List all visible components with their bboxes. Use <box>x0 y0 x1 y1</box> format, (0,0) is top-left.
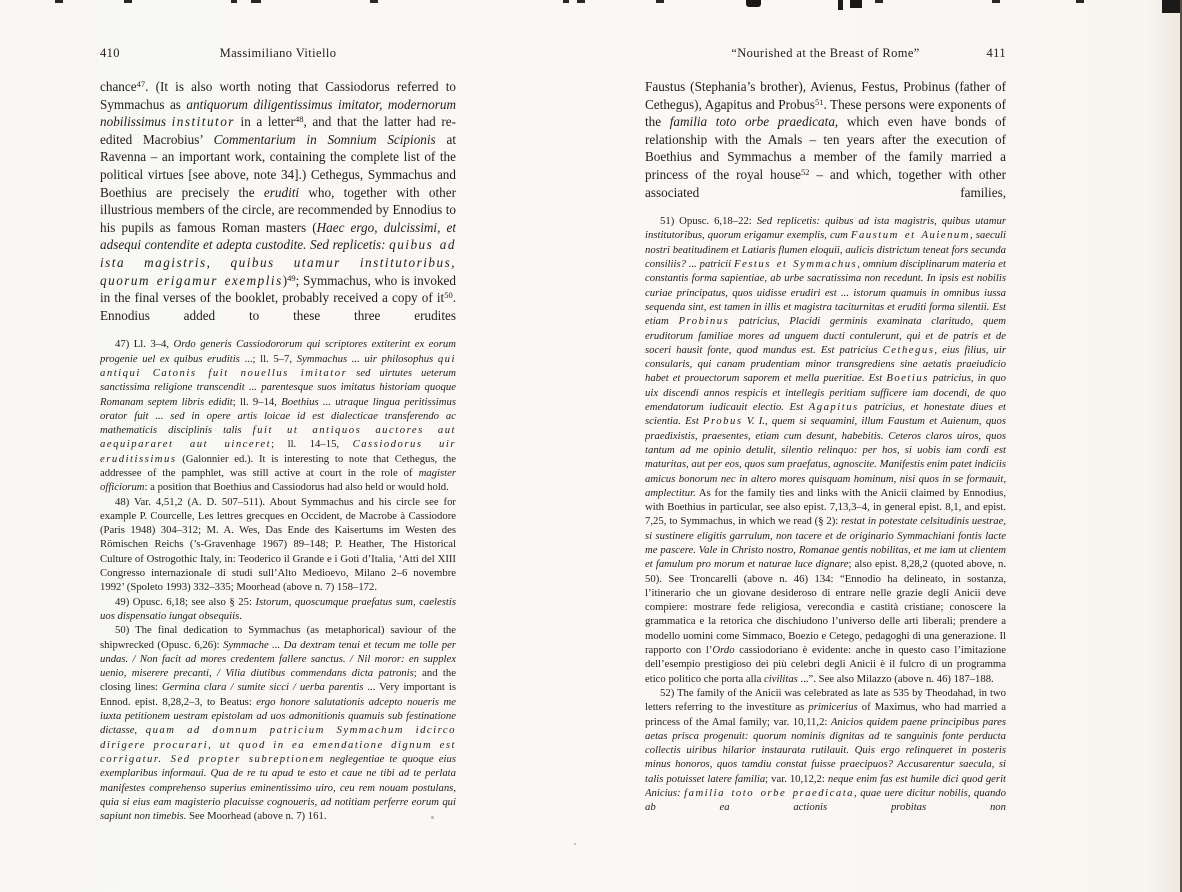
footnote-51: 51) Opusc. 6,18–22: Sed replicetis: quibus ad ista magistris, quibus utamur institutoribus, quorum erigamur exemplis, cum Faustum et Auienum, saeculi nostri beatitudinem et Latiaris flumen eloquii, aulicis districtum teneat fors secunda consiliis? ... patricii Festus et Symmachus, omnium disciplinarum materia et constantis forma sapientiae, ab urbe sacratissima non recedunt. In ipsis est nobilis curiae principatus, quos uidisse erudiri est ... istorum quamuis in omnibus iussa sequenda sint, est tamen in illis et magistra taciturnitas et eruditi forma silentii. Est etiam Probinus patricius, Placidi germinis examinata claritudo, quem eruditorum familiae mores ad unguem ducti contulerunt, qui et de patris et de soceri hausit fonte, quod mundus est. Est patricius Cethegus, eius filius, uir consularis, qui canam prudentiam minor transgrediens sine aetatis praeiudicio habet et prouectorum saporem et mella pueritiae. Est Boetius patricius, in quo uix discendi annos respicis et intellegis peritiam sufficere iam docendi, de quo emendatorum iudicauit electio. Est Agapitus patricius, et honestate diues et scientia. Est Probus V. I., quem si sequamini, illum Faustum et Auienum, quos praedixistis, praesentes, etiam cum desunt, habebitis. Ceteros claros uiros, quos tantum ad me opinio detulit, silentio relinquo: per hos, si uobis iam cordi est maturitas, aut per eos, quos sum praefatus, agnoscite. Manifestis enim patet indiciis amicus bonorum nec in altero mores quisquam hominum, nisi quos in se formauit, amplectitur. As for the family ties and links with the Anicii claimed by Ennodius, with Boethius in particular, see also epist. 7,13,3–4, in general epist. 8,1, and epist. 7,25, to Symmachus, in which we read (§ 2): restat in potestate celsitudinis uestrae, si sustinere eligitis garrulum, non tacere et de originario Symmachiani fontis lacte me pascere. Vale in Christo nostro, Romanae gentis nobilitas, et me iam ut clientem et famulum pro morum et naturae luce dignare; also epist. 8,28,2 (quoted above, n. 50). See Troncarelli (above n. 46) 134: “Ennodio ha delineato, in sostanza, l’itinerario che un giovane desideroso di entrare nelle grazie degli Anicii deve compiere: mostrare fede religiosa, verecondia e castità cristiane; conoscere la grammatica e la retorica che dischiudono l’universo delle arti liberali; prendere a modello uomini come Simmaco, Boezio e Cetego, pedagoghi di una generazione. Il rapporto con l’Ordo cassiodoriano è evidente: anche in questo caso l’imitazione dell’esempio prestigioso dei più celebri degli Anicii è il fulcro di un programma etico politico che porta alla civilitas ...”. See also Milazzo (above n. 46) 187–188. <box>645 215 1006 685</box>
page-number-left: 410 <box>100 46 120 60</box>
footnote-ref: 50 <box>444 290 453 301</box>
footnote-49: 49) Opusc. 6,18; see also § 25: Istorum, quoscumque praefatus sum, caelestis uos dispensatio iungat obsequiis. <box>100 595 456 622</box>
running-header-right: “Nourished at the Breast of Rome” <box>731 46 920 60</box>
footnote-ref: 48 <box>294 114 304 125</box>
crop-mark <box>55 0 63 3</box>
footnote-ref: 51 <box>814 96 824 107</box>
ink-smudge <box>746 0 761 7</box>
footnote-50: 50) The final dedication to Symmachus (as metaphorical) saviour of the shipwrecked (Opusc. 6,26): Symmache ... Da dextram tenui et tecum me tolle per undas. / Non facit ad mores credentem fallere sanctus. / Nil moror: en supplex uenio, miserere precanti, / Vilia diutibus commendans dicta patronis; and the closing lines: Germina clara / sumite sicci / uerba parentis ... Very important is Ennod. epist. 8,28,2–3, to Beatus: ergo honore salutationis adcepto noueris me iuxta petitionem uestram epistolam ad uos admonitionis quamuis sub festinatione dictasse, quam ad domnum patricium Symmachum idcirco dirigere procurari, ut quod in ea emendatione dignum est corrigatur. Sed propter subreptionem neglegentiae te quoque eius exemplaribus informaui. Qua de re tu apud te esto et caue ne tibi ad te perlata manifestes comprehenso superius eminentissimo uiro, ceu rem nouam postulans, quia si eius eam magisterio placuisse cognoueris, ad notitiam perferre eorum qui sapiunt non timebis. See Moorhead (above n. 7) 161. <box>100 624 456 823</box>
left-body-text: chance$^{47}$. (It is also worth noting that Cassiodorus referred to Symmachus as antiquorum diligentissimus imitator, modernorum nobilissimus institutor in a letter$^{48}$, and that the latter had re-edited Macrobius’ Commentarium in Somnium Scipionis at Ravenna – an important work, containing the complete list of the political virtues [see above, note 34].) Cethegus, Symmachus and Boethius are precisely the eruditi who, together with other illustrious members of the circle, are recommended by Ennodius to his pupils as famous Roman masters (Haec ergo, dulcissimi, et adsequi contendite et adepta custodite. Sed replicetis: quibus ad ista magistris, quibus utamur institutoribus, quorum erigamur exemplis)$^{49}$; Symmachus, who is invoked in the final verses of the booklet, probably received a copy of it$^{50}$. Ennodius added to these three erudites <box>100 79 456 323</box>
crop-mark <box>251 0 261 3</box>
left-footnotes <box>100 337 456 823</box>
crop-mark <box>875 0 883 3</box>
page-number-right: 411 <box>986 46 1006 60</box>
scan-corner-mark <box>1162 0 1182 13</box>
footnote-ref: 47 <box>136 79 146 89</box>
crop-mark <box>577 0 585 3</box>
crop-mark <box>231 0 237 3</box>
footnote-47: 47) Ll. 3–4, Ordo generis Cassiodororum qui scriptores extiterint ex eorum progenie uel ex quibus eruditis ...; ll. 5–7, Symmachus ... uir philosophus qui antiqui Catonis fuit nouellus imitator sed uirtutes ueterum sanctissima religione transcendit ... parentesque suos imitatus historiam quoque Romanam septem libris edidit; ll. 9–14, Boethius ... utraque lingua peritissimus orator fuit ... sed in opere artis loicae id est dialecticae transferendo ac mathematicis disciplinis talis fuit ut antiquos auctores aut aequipararet aut uinceret; ll. 14–15, Cassiodorus uir eruditissimus (Galonnier ed.). It is interesting to note that Cethegus, the addressee of the pamphlet, was still active at court in the role of magister officiorum: a position that Boethius and Cassiodorus had also held or would hold. <box>100 338 456 494</box>
crop-mark <box>370 0 378 3</box>
crop-mark <box>656 0 664 3</box>
left-page <box>100 46 456 886</box>
crop-mark <box>992 0 1000 3</box>
crop-mark <box>124 0 132 3</box>
right-page-header <box>645 46 1006 61</box>
crop-mark <box>1076 0 1084 3</box>
right-footnotes <box>645 214 1006 814</box>
footnote-ref: 49 <box>287 272 296 283</box>
left-page-header <box>100 46 456 61</box>
footnote-ref: 52 <box>800 166 810 177</box>
registration-mark <box>850 0 862 8</box>
footnote-52: 52) The family of the Anicii was celebrated as late as 535 by Theodahad, in two letters referring to the investiture as primicerius of Maximus, who had married a princess of the Amal family; var. 10,11,2: Anicios quidem paene principibus pares aetas prisca progenuit: quorum nominis dignitas ad te sanguinis fonte perducta collectis uiribus hilarior instaurata rutilauit. Quis ergo relinqueret in posteris minus honoros, quos tamdiu constat fuisse praecipuos? Accusarentur saecula, si talis potuisset latere familia; var. 10,12,2: neque enim fas est humile dici quod gerit Anicius: familia toto orbe praedicata, quae uere dicitur nobilis, quando ab ea actionis probitas non <box>645 686 1006 814</box>
running-header-left: Massimiliano Vitiello <box>219 46 337 60</box>
registration-mark <box>838 0 843 10</box>
footnote-48: 48) Var. 4,51,2 (A. D. 507–511). About Symmachus and his circle see for example P. Courcelle, Les lettres grecques en Occident, de Macrobe à Cassiodore (Paris 1948) 304–312; M. A. Wes, Das Ende des Kaisertums im Westen des Römischen Reichs (’s-Gravenhage 1967) 89–148; P. Heather, The Historical Culture of Ostrogothic Italy, in: Teoderico il Grande e i Goti d’Italia, ‘Atti del XIII Congresso internazionale di studi sull’Alto Medioevo, Milano 2–6 novembre 1992’ (Spoleto 1993) 332–335; Moorhead (above n. 7) 158–172. <box>100 495 456 594</box>
crop-mark <box>563 0 569 3</box>
paper-speck <box>574 843 576 845</box>
right-page <box>645 46 1006 886</box>
right-body-text: Faustus (Stephania’s brother), Avienus, Festus, Probinus (father of Cethegus), Agapitus and Probus$^{51}$. These persons were exponents of the familia toto orbe praedicata, which even have bonds of relationship with the Amals – ten years after the execution of Boethius and Symmachus a member of the family married a princess of the royal house$^{52}$ – and which, together with other associated families, <box>645 79 1006 200</box>
